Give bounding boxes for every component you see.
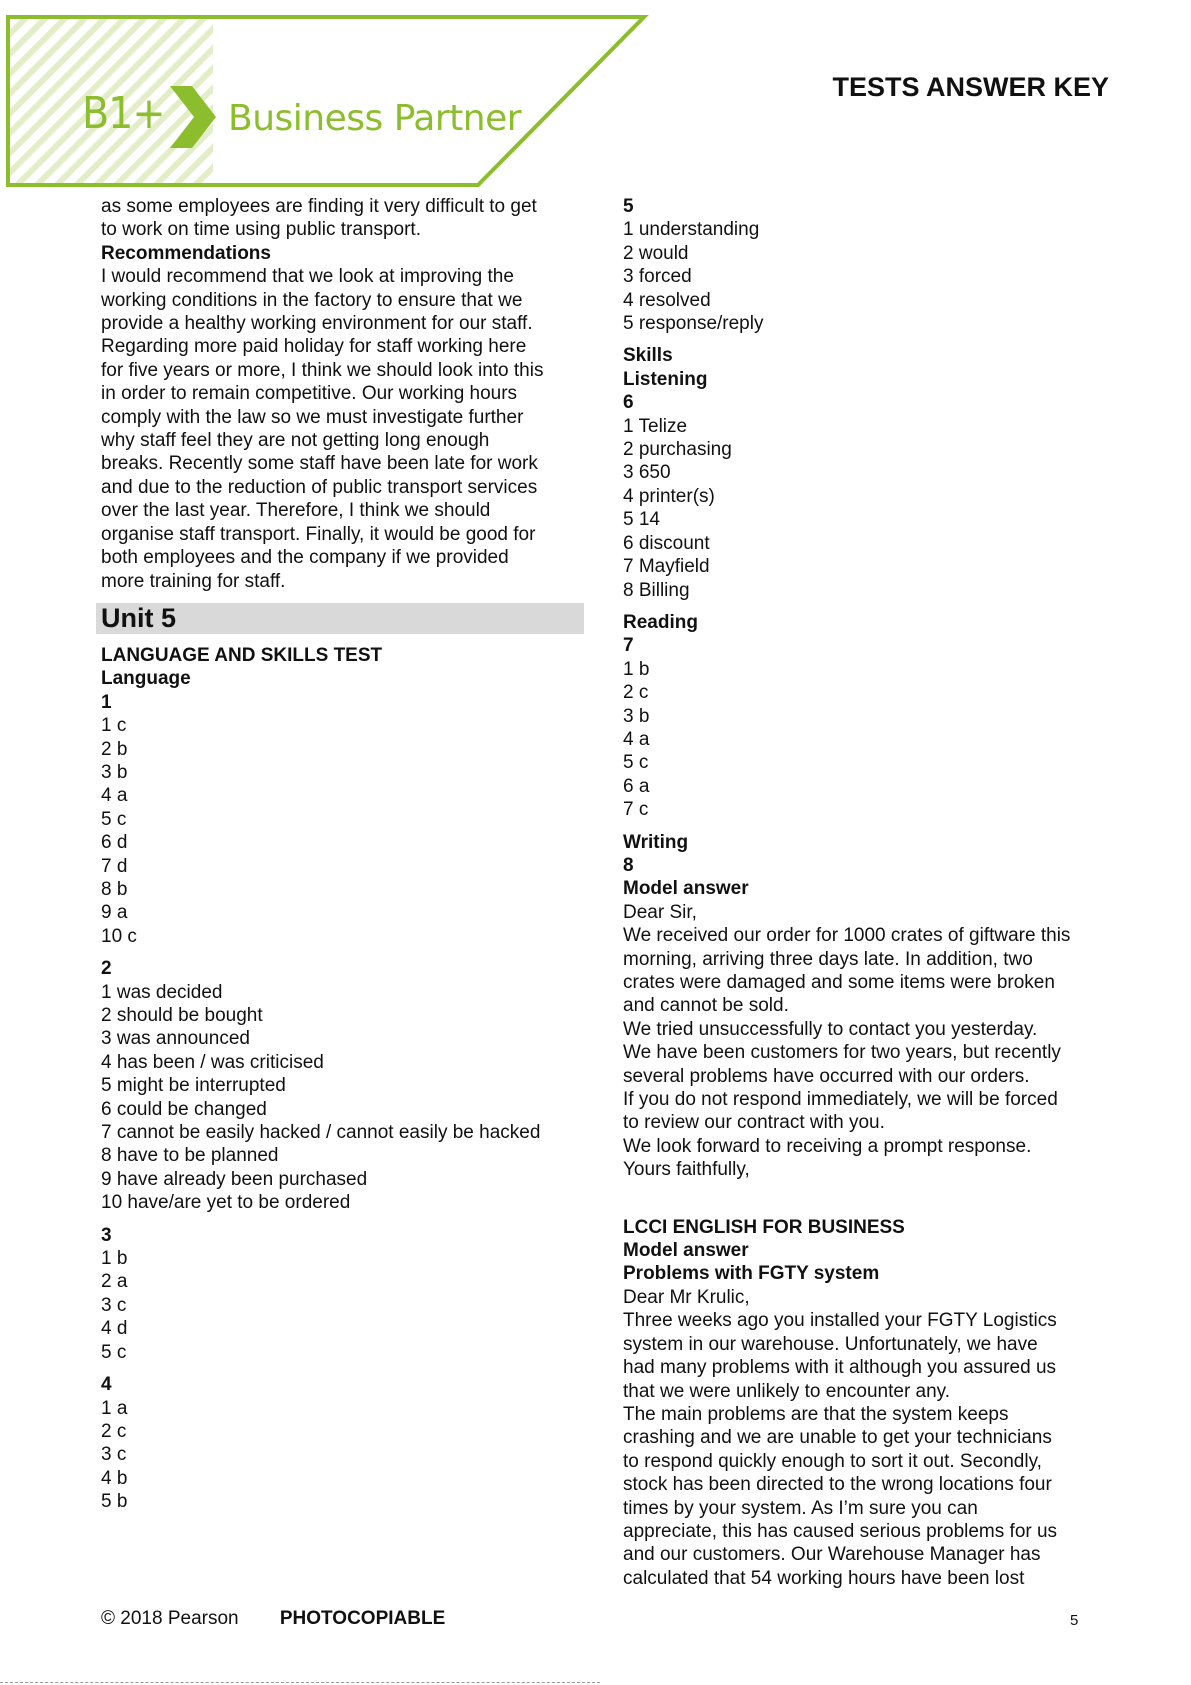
- answer-item: 2 c: [623, 682, 649, 704]
- lcci-letter-line: Three weeks ago you installed your FGTY Logistics: [623, 1310, 1057, 1332]
- skills-heading: Skills: [623, 345, 673, 367]
- answer-item: 3 forced: [623, 266, 692, 288]
- model-answer-line: crates were damaged and some items were broken: [623, 972, 1055, 993]
- model-answer-line: to review our contract with you.: [623, 1112, 885, 1134]
- lcci-letter-line: calculated that 54 working hours have been lost: [623, 1567, 1025, 1589]
- model-answer-line: We have been customers for two years, but recently: [623, 1042, 1061, 1064]
- lcci-letter-line: had many problems with it although you assured us: [623, 1357, 1057, 1379]
- answer-item: 4 resolved: [623, 289, 711, 311]
- footer: [101, 1608, 445, 1630]
- unit-title: Unit 5: [96, 603, 584, 634]
- recommendation-line: provide a healthy working environment for our staff.: [101, 313, 533, 335]
- lcci-letter-line: to respond quickly enough to sort it out. Secondly,: [623, 1450, 1042, 1472]
- answer-item: 2 purchasing: [623, 439, 732, 461]
- model-answer-line: If you do not respond immediately, we will be forced: [623, 1089, 1058, 1111]
- answer-item: 1 b: [623, 658, 650, 680]
- answer-item: 4 a: [623, 728, 650, 750]
- lcci-model-heading: Model answer: [623, 1240, 749, 1262]
- model-answer-heading: Model answer: [623, 878, 749, 900]
- document-title: TESTS ANSWER KEY: [832, 72, 1109, 102]
- recommendation-line: both employees and the company if we provided: [101, 547, 509, 569]
- recommendation-line: I would recommend that we look at improving the: [101, 266, 514, 288]
- exercise-number: 7: [623, 635, 634, 657]
- model-answer-line: We tried unsuccessfully to contact you yesterday.: [623, 1018, 1038, 1040]
- answer-item: 1 a: [101, 1397, 128, 1419]
- answer-item: 4 b: [101, 1467, 128, 1489]
- recommendation-line: comply with the law so we must investigate further: [101, 406, 524, 428]
- answer-item: 5 might be interrupted: [101, 1075, 286, 1097]
- page-number: 5: [1070, 1612, 1079, 1629]
- answer-item: 9 have already been purchased: [101, 1168, 368, 1190]
- answer-item: 7 d: [101, 855, 128, 877]
- answer-item: 4 a: [101, 785, 128, 807]
- lcci-subject: Problems with FGTY system: [623, 1263, 880, 1285]
- left-column: [101, 195, 579, 1514]
- answer-item: 8 b: [101, 878, 128, 900]
- exercise-number: 5: [623, 196, 634, 217]
- lcci-letter-line: appreciate, this has caused serious problems for us: [623, 1520, 1058, 1542]
- answer-item: 3 was announced: [101, 1028, 250, 1050]
- answer-item: 3 b: [623, 705, 650, 727]
- answer-item: 1 Telize: [623, 415, 688, 437]
- answer-item: 6 a: [623, 775, 650, 797]
- lcci-letter-line: crashing and we are unable to get your technicians: [623, 1427, 1052, 1449]
- listening-heading: Listening: [623, 368, 708, 390]
- answer-item: 4 printer(s): [623, 485, 715, 507]
- writing-heading: Writing: [623, 831, 689, 853]
- answer-item: 3 c: [101, 1294, 127, 1316]
- answer-item: 3 c: [101, 1444, 127, 1466]
- model-answer-line: and cannot be sold.: [623, 995, 789, 1017]
- answer-item: 2 a: [101, 1271, 128, 1293]
- recommendation-line: for five years or more, I think we should look into this: [101, 359, 544, 381]
- exercise-number: 4: [101, 1374, 112, 1396]
- answer-item: 1 understanding: [623, 219, 760, 241]
- exercise-number: 1: [101, 691, 112, 713]
- recommendation-line: more training for staff.: [101, 570, 286, 592]
- answer-item: 5 b: [101, 1491, 128, 1513]
- answer-item: 4 d: [101, 1318, 128, 1340]
- copyright: © 2018 Pearson: [101, 1608, 239, 1629]
- recommendation-line: breaks. Recently some staff have been late for work: [101, 453, 538, 475]
- recommendation-line: in order to remain competitive. Our working hours: [101, 383, 518, 405]
- lcci-letter-line: system in our warehouse. Unfortunately, we have: [623, 1333, 1038, 1355]
- brand-level: B1+: [82, 88, 165, 139]
- recommendation-line: organise staff transport. Finally, it would be good for: [101, 523, 536, 545]
- answer-item: 1 b: [101, 1248, 128, 1270]
- page-edge-divider: [0, 1682, 600, 1683]
- photocopiable-label: PHOTOCOPIABLE: [279, 1608, 446, 1629]
- answer-item: 5 response/reply: [623, 313, 764, 335]
- lcci-letter-line: The main problems are that the system keeps: [623, 1403, 1009, 1425]
- answer-item: 9 a: [101, 902, 128, 924]
- answer-item: 2 should be bought: [101, 1005, 263, 1026]
- answer-item: 2 would: [623, 242, 689, 264]
- answer-item: 5 c: [623, 752, 649, 774]
- language-heading: Language: [101, 668, 191, 690]
- exercise-number: 3: [101, 1224, 112, 1246]
- lcci-letter-line: Dear Mr Krulic,: [623, 1286, 750, 1308]
- recommendation-line: and due to the reduction of public transport services: [101, 476, 538, 498]
- recommendation-line: why staff feel they are not getting long enough: [101, 430, 490, 452]
- lcci-title: LCCI ENGLISH FOR BUSINESS: [623, 1216, 905, 1238]
- answer-item: 7 c: [623, 799, 649, 821]
- recommendation-line: working conditions in the factory to ensure that we: [101, 289, 523, 311]
- intro-line: to work on time using public transport.: [101, 219, 421, 241]
- answer-item: 8 Billing: [623, 579, 690, 601]
- header-logo: [0, 0, 660, 195]
- answer-item: 7 cannot be easily hacked / cannot easily be hacked: [101, 1122, 541, 1144]
- model-answer-line: Yours faithfully,: [623, 1159, 750, 1181]
- answer-item: 10 c: [101, 925, 137, 947]
- model-answer-line: several problems have occurred with our orders.: [623, 1065, 1030, 1087]
- lcci-letter-line: and our customers. Our Warehouse Manager has: [623, 1544, 1041, 1566]
- answer-item: 2 c: [101, 1420, 127, 1442]
- answer-item: 2 b: [101, 738, 128, 760]
- answer-item: 3 650: [623, 462, 671, 484]
- answer-item: 6 discount: [623, 532, 710, 554]
- recommendation-line: over the last year. Therefore, I think we should: [101, 500, 491, 522]
- answer-item: 5 c: [101, 808, 127, 830]
- intro-line: as some employees are finding it very difficult to get: [101, 196, 537, 217]
- lcci-letter-line: that we were unlikely to encounter any.: [623, 1380, 951, 1402]
- answer-item: 1 c: [101, 715, 127, 737]
- lcci-letter-line: times by your system. As I’m sure you can: [623, 1497, 978, 1519]
- answer-item: 4 has been / was criticised: [101, 1051, 324, 1073]
- reading-heading: Reading: [623, 611, 698, 633]
- test-title: LANGUAGE AND SKILLS TEST: [101, 644, 383, 666]
- model-answer-line: morning, arriving three days late. In addition, two: [623, 948, 1033, 970]
- answer-item: 7 Mayfield: [623, 556, 710, 578]
- recommendations-heading: Recommendations: [101, 242, 271, 264]
- right-column: [623, 195, 1111, 1590]
- answer-item: 5 14: [623, 509, 660, 531]
- answer-item: 6 d: [101, 832, 128, 854]
- answer-item: 8 have to be planned: [101, 1145, 279, 1167]
- exercise-number: 8: [623, 854, 634, 876]
- answer-item: 1 was decided: [101, 981, 223, 1003]
- answer-item: 3 b: [101, 761, 128, 783]
- model-answer-line: We look forward to receiving a prompt response.: [623, 1135, 1032, 1157]
- brand-name: Business Partner: [228, 98, 522, 139]
- answer-item: 10 have/are yet to be ordered: [101, 1192, 351, 1214]
- recommendation-line: Regarding more paid holiday for staff working here: [101, 336, 527, 358]
- lcci-letter-line: stock has been directed to the wrong locations four: [623, 1474, 1052, 1496]
- answer-item: 5 c: [101, 1341, 127, 1363]
- answer-item: 6 could be changed: [101, 1098, 267, 1120]
- model-answer-line: Dear Sir,: [623, 901, 697, 923]
- model-answer-line: We received our order for 1000 crates of giftware this: [623, 925, 1071, 947]
- exercise-number: 6: [623, 392, 634, 414]
- exercise-number: 2: [101, 958, 112, 980]
